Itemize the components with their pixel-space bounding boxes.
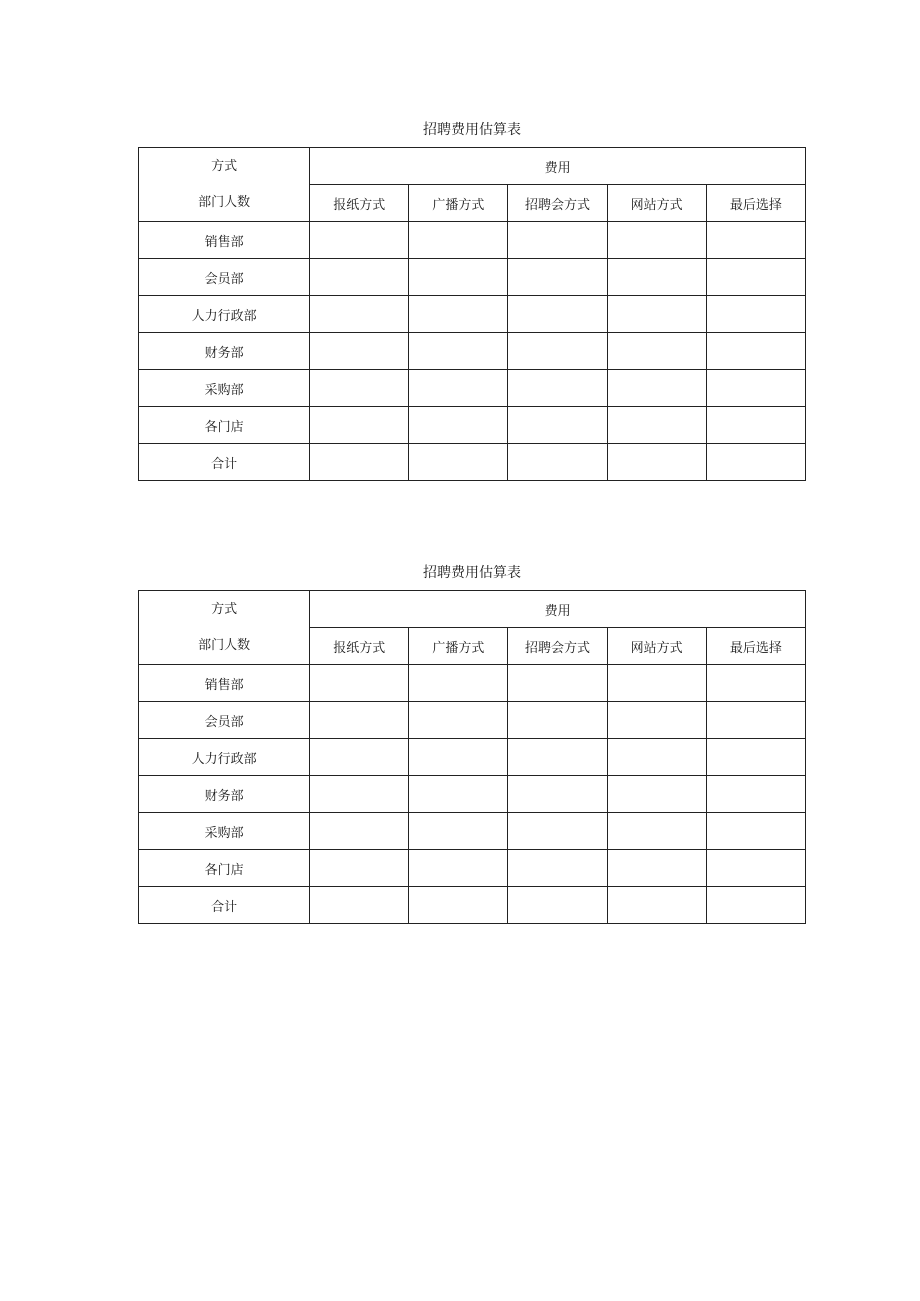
recruitment-cost-table (138, 590, 806, 924)
empty-cell[interactable] (409, 739, 508, 776)
table-row (139, 776, 806, 813)
group-header-cost: 费用 (310, 591, 806, 628)
column-header: 网站方式 (607, 628, 706, 665)
table-row (139, 665, 806, 702)
empty-cell[interactable] (409, 407, 508, 444)
table-row (139, 222, 806, 259)
header-row-group (139, 148, 806, 185)
table-row (139, 887, 806, 924)
empty-cell[interactable] (607, 370, 706, 407)
column-header: 广播方式 (409, 185, 508, 222)
empty-cell[interactable] (607, 887, 706, 924)
empty-cell[interactable] (310, 444, 409, 481)
empty-cell[interactable] (607, 850, 706, 887)
corner-label-method: 方式 (211, 158, 238, 174)
empty-cell[interactable] (409, 850, 508, 887)
empty-cell[interactable] (607, 407, 706, 444)
empty-cell[interactable] (409, 813, 508, 850)
empty-cell[interactable] (508, 222, 607, 259)
empty-cell[interactable] (310, 887, 409, 924)
estimate-table-block-2 (138, 561, 806, 924)
header-row-group (139, 591, 806, 628)
estimate-table-block-1 (138, 118, 806, 481)
column-header: 最后选择 (706, 628, 805, 665)
corner-label-department: 部门人数 (198, 194, 251, 210)
empty-cell[interactable] (310, 813, 409, 850)
empty-cell[interactable] (409, 444, 508, 481)
empty-cell[interactable] (706, 259, 805, 296)
empty-cell[interactable] (607, 665, 706, 702)
empty-cell[interactable] (607, 776, 706, 813)
corner-header-cell (139, 591, 310, 665)
row-label: 各门店 (139, 407, 310, 444)
table-row (139, 444, 806, 481)
row-label: 采购部 (139, 813, 310, 850)
corner-header-cell (139, 148, 310, 222)
empty-cell[interactable] (508, 296, 607, 333)
row-label: 采购部 (139, 370, 310, 407)
recruitment-cost-table (138, 147, 806, 481)
row-label: 合计 (139, 444, 310, 481)
empty-cell[interactable] (508, 887, 607, 924)
empty-cell[interactable] (706, 776, 805, 813)
empty-cell[interactable] (508, 702, 607, 739)
empty-cell[interactable] (409, 887, 508, 924)
row-label: 财务部 (139, 333, 310, 370)
empty-cell[interactable] (706, 222, 805, 259)
empty-cell[interactable] (607, 296, 706, 333)
group-header-cost: 费用 (310, 148, 806, 185)
table-title: 招聘费用估算表 (423, 122, 521, 138)
empty-cell[interactable] (607, 259, 706, 296)
empty-cell[interactable] (508, 813, 607, 850)
empty-cell[interactable] (310, 702, 409, 739)
table-row (139, 850, 806, 887)
row-label: 各门店 (139, 850, 310, 887)
table-row (139, 813, 806, 850)
empty-cell[interactable] (310, 850, 409, 887)
empty-cell[interactable] (310, 370, 409, 407)
empty-cell[interactable] (310, 776, 409, 813)
table-row (139, 296, 806, 333)
table-row (139, 702, 806, 739)
empty-cell[interactable] (310, 407, 409, 444)
empty-cell[interactable] (508, 665, 607, 702)
empty-cell[interactable] (310, 665, 409, 702)
empty-cell[interactable] (508, 333, 607, 370)
column-header: 网站方式 (607, 185, 706, 222)
empty-cell[interactable] (706, 850, 805, 887)
column-header: 招聘会方式 (508, 628, 607, 665)
empty-cell[interactable] (706, 665, 805, 702)
empty-cell[interactable] (508, 850, 607, 887)
empty-cell[interactable] (508, 407, 607, 444)
empty-cell[interactable] (706, 407, 805, 444)
column-header: 报纸方式 (310, 628, 409, 665)
empty-cell[interactable] (607, 444, 706, 481)
table-title: 招聘费用估算表 (423, 565, 521, 581)
empty-cell[interactable] (508, 739, 607, 776)
column-header: 报纸方式 (310, 185, 409, 222)
empty-cell[interactable] (310, 222, 409, 259)
empty-cell[interactable] (706, 444, 805, 481)
column-header: 招聘会方式 (508, 185, 607, 222)
empty-cell[interactable] (607, 702, 706, 739)
empty-cell[interactable] (706, 702, 805, 739)
row-label: 会员部 (139, 259, 310, 296)
column-header: 广播方式 (409, 628, 508, 665)
table-row (139, 407, 806, 444)
empty-cell[interactable] (706, 333, 805, 370)
empty-cell[interactable] (706, 813, 805, 850)
row-label: 财务部 (139, 776, 310, 813)
row-label: 会员部 (139, 702, 310, 739)
empty-cell[interactable] (409, 259, 508, 296)
empty-cell[interactable] (607, 222, 706, 259)
empty-cell[interactable] (508, 259, 607, 296)
corner-label-department: 部门人数 (198, 637, 251, 653)
table-row (139, 333, 806, 370)
empty-cell[interactable] (310, 739, 409, 776)
empty-cell[interactable] (310, 333, 409, 370)
empty-cell[interactable] (607, 813, 706, 850)
table-row (139, 370, 806, 407)
row-label: 销售部 (139, 665, 310, 702)
empty-cell[interactable] (310, 296, 409, 333)
empty-cell[interactable] (706, 887, 805, 924)
empty-cell[interactable] (310, 259, 409, 296)
table-row (139, 739, 806, 776)
column-header: 最后选择 (706, 185, 805, 222)
row-label: 销售部 (139, 222, 310, 259)
empty-cell[interactable] (409, 296, 508, 333)
empty-cell[interactable] (508, 370, 607, 407)
empty-cell[interactable] (706, 739, 805, 776)
empty-cell[interactable] (409, 665, 508, 702)
row-label: 人力行政部 (139, 739, 310, 776)
empty-cell[interactable] (607, 333, 706, 370)
row-label: 合计 (139, 887, 310, 924)
empty-cell[interactable] (409, 222, 508, 259)
empty-cell[interactable] (409, 370, 508, 407)
empty-cell[interactable] (508, 776, 607, 813)
empty-cell[interactable] (508, 444, 607, 481)
empty-cell[interactable] (706, 370, 805, 407)
table-row (139, 259, 806, 296)
row-label: 人力行政部 (139, 296, 310, 333)
empty-cell[interactable] (607, 739, 706, 776)
empty-cell[interactable] (409, 702, 508, 739)
empty-cell[interactable] (706, 296, 805, 333)
empty-cell[interactable] (409, 776, 508, 813)
empty-cell[interactable] (409, 333, 508, 370)
corner-label-method: 方式 (211, 601, 238, 617)
